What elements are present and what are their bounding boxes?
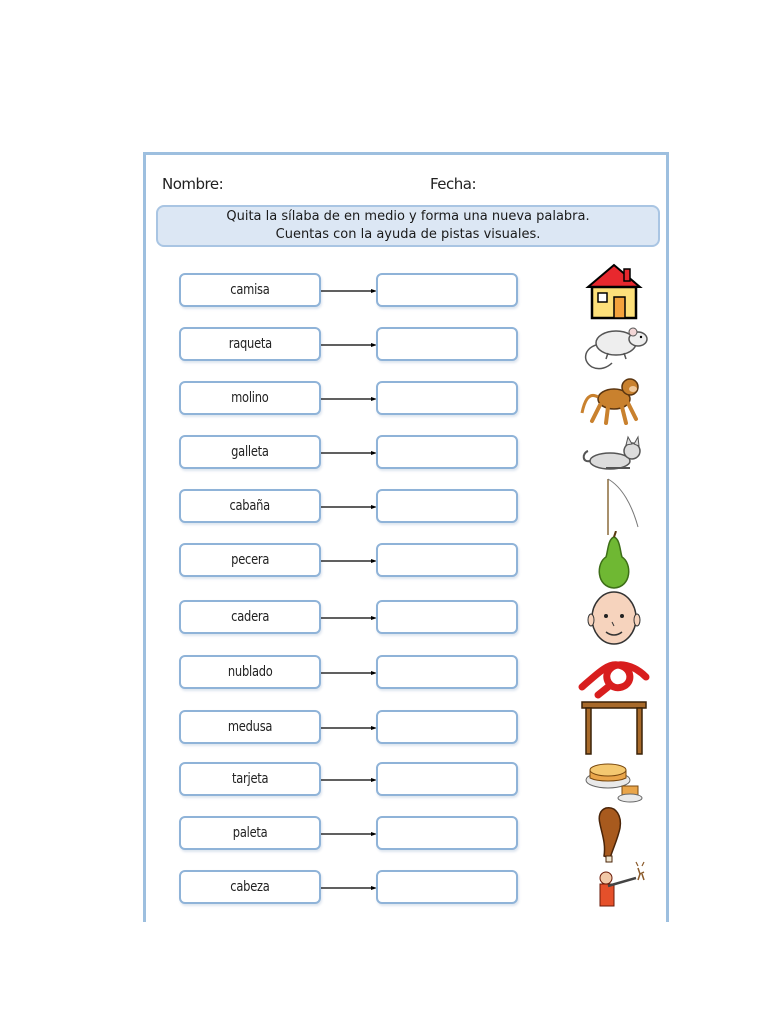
house-icon [578,261,650,321]
table-icon [578,698,650,758]
word-box [179,273,321,307]
instructions-banner [156,205,660,247]
word-text: cabaña [229,498,271,514]
word-text: nublado [227,664,273,680]
answer-box[interactable] [376,489,518,523]
word-text: paleta [232,825,268,841]
pear-icon [578,531,650,591]
answer-box[interactable] [376,435,518,469]
arrow-icon [321,505,377,509]
arrow-icon [321,343,377,347]
instructions-line-2: Cuentas con la ayuda de pistas visuales. [275,227,541,242]
worksheet [143,152,669,922]
answer-box[interactable] [376,381,518,415]
exercise-row [146,489,666,525]
face-icon [578,588,650,648]
rat-icon [578,315,650,375]
answer-box[interactable] [376,273,518,307]
exercise-row [146,655,666,691]
exercise-row [146,600,666,636]
word-box [179,489,321,523]
name-label: Nombre: [162,175,224,193]
word-box [179,543,321,577]
exercise-row [146,435,666,471]
word-box [179,327,321,361]
monkey-icon [578,369,650,429]
answer-box[interactable] [376,327,518,361]
exercise-row [146,273,666,309]
fishing-rod-icon [578,477,650,537]
ham-leg-icon [578,804,650,864]
word-text: galleta [231,444,269,460]
word-text: molino [231,390,269,406]
word-box [179,870,321,904]
arrow-icon [321,289,377,293]
answer-box[interactable] [376,600,518,634]
word-box [179,381,321,415]
word-box [179,655,321,689]
exercise-row [146,762,666,798]
word-text: tarjeta [231,771,269,787]
exercise-row [146,870,666,906]
date-label: Fecha: [430,175,477,193]
answer-box[interactable] [376,710,518,744]
arrow-icon [321,778,377,782]
word-text: medusa [227,719,273,735]
arrow-icon [321,451,377,455]
exercise-row [146,327,666,363]
hunter-icon [578,858,650,918]
word-box [179,762,321,796]
word-box [179,710,321,744]
cake-icon [578,750,650,810]
answer-box[interactable] [376,816,518,850]
arrow-icon [321,559,377,563]
word-box [179,600,321,634]
arrow-icon [321,726,377,730]
word-box [179,816,321,850]
instructions-line-1: Quita la sílaba de en medio y forma una nueva palabra. [226,209,590,224]
word-text: cadera [231,609,269,625]
word-text: camisa [230,282,270,298]
exercise-row [146,710,666,746]
arrow-icon [321,886,377,890]
word-text: cabeza [230,879,270,895]
exercise-row [146,381,666,417]
arrow-icon [321,671,377,675]
exercise-row [146,543,666,579]
word-box [179,435,321,469]
word-text: raqueta [228,336,272,352]
answer-box[interactable] [376,762,518,796]
cat-icon [578,423,650,483]
answer-box[interactable] [376,543,518,577]
exercise-row [146,816,666,852]
arrow-icon [321,616,377,620]
arrow-icon [321,832,377,836]
arrow-icon [321,397,377,401]
word-text: pecera [230,552,269,568]
knot-icon [578,643,650,703]
answer-box[interactable] [376,655,518,689]
answer-box[interactable] [376,870,518,904]
